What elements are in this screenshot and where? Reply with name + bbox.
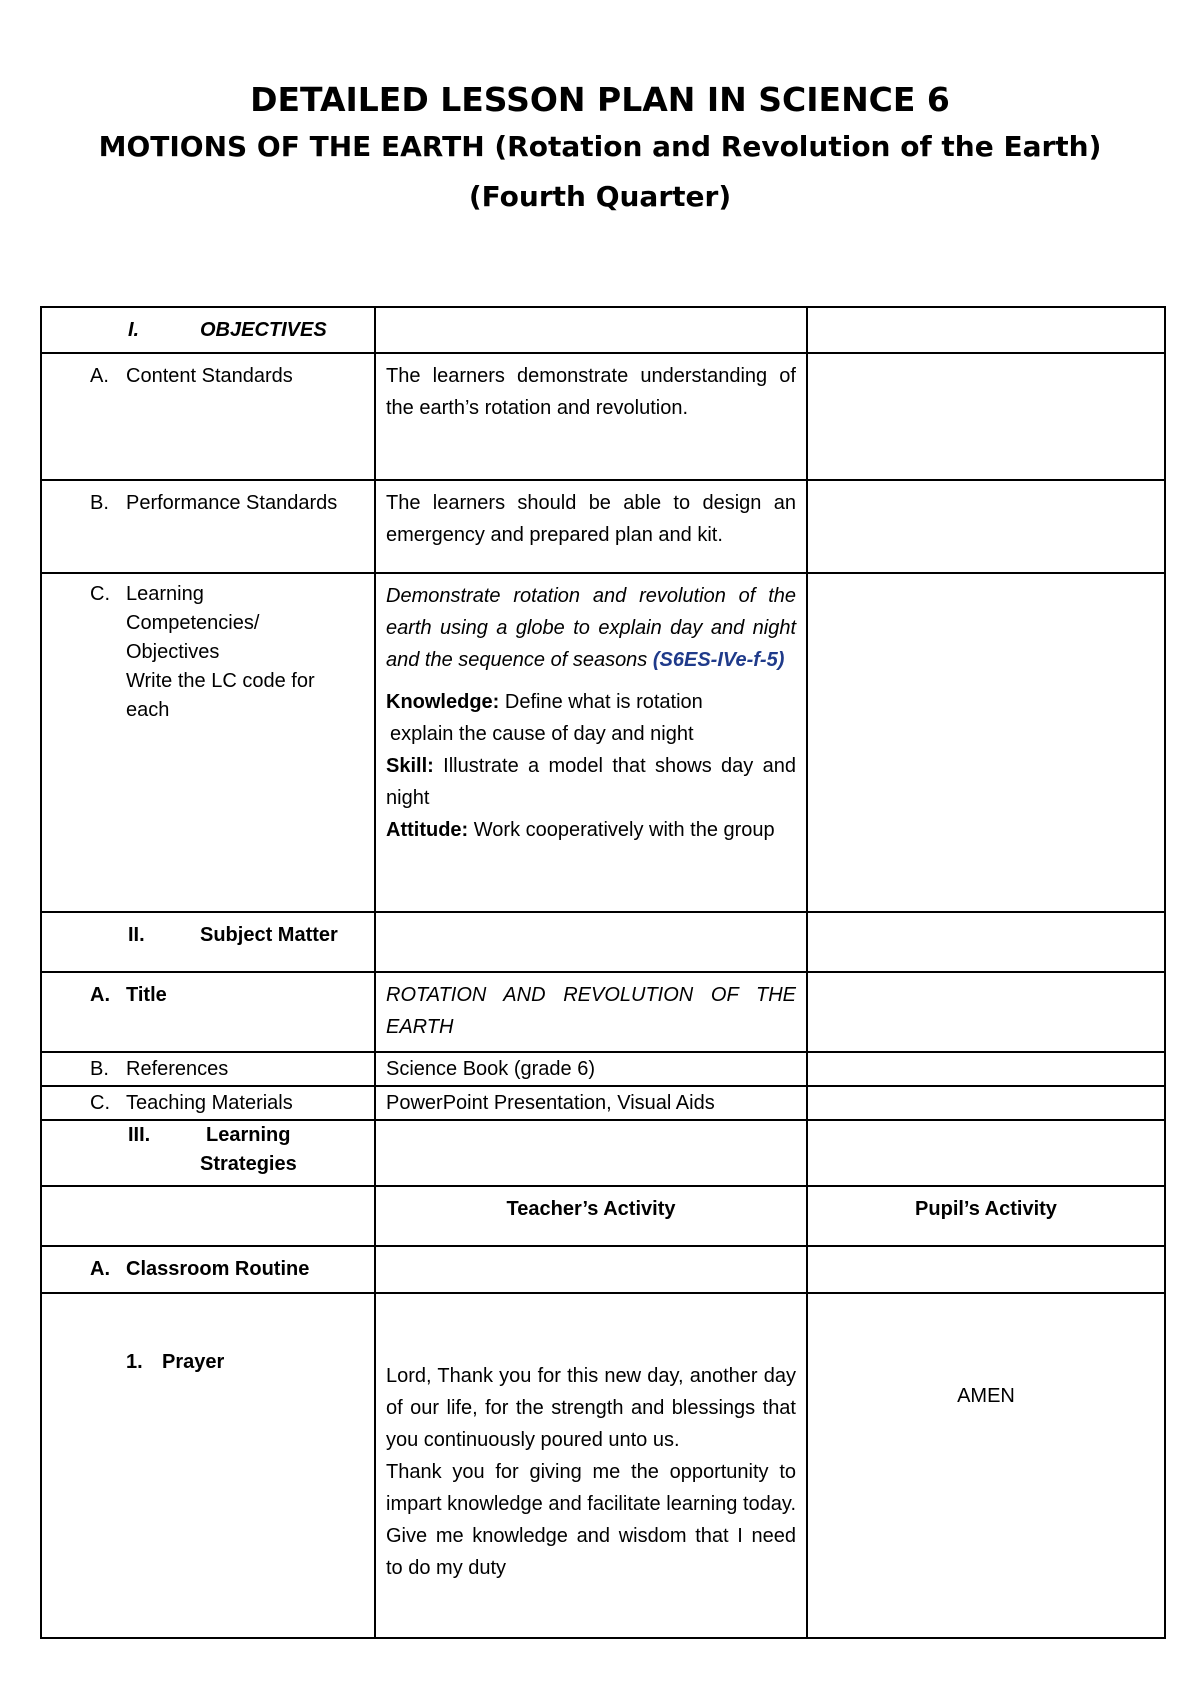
empty-cell: [807, 353, 1165, 480]
lc-code: (S6ES-IVe-f-5): [652, 649, 785, 671]
empty-cell: [807, 972, 1165, 1052]
skill-label: Skill:: [386, 755, 434, 777]
prayer-label-cell: [41, 1293, 375, 1638]
table-row: [41, 1120, 1165, 1186]
materials-text: PowerPoint Presentation, Visual Aids: [375, 1086, 807, 1120]
competency-text: Demonstrate rotation and revolution of the earth using a globe to explain day and night and the sequence of seasons: [386, 585, 796, 671]
empty-cell: [807, 480, 1165, 573]
item-label: Teaching Materials: [126, 1092, 293, 1114]
empty-cell: [375, 1246, 807, 1293]
knowledge-text: Define what is rotation: [504, 691, 703, 713]
lesson-plan-table: [40, 306, 1166, 1639]
empty-cell: [375, 1120, 807, 1186]
item-marker: A.: [90, 1258, 110, 1280]
item-marker: B.: [90, 1058, 109, 1080]
section-label: Subject Matter: [200, 924, 338, 946]
competencies-content-cell: [375, 573, 807, 912]
prayer-content-cell: [375, 1293, 807, 1638]
classroom-routine-label-cell: [41, 1246, 375, 1293]
competencies-label-line: Competencies/: [126, 612, 260, 634]
item-marker: 1.: [126, 1351, 143, 1373]
competencies-label-line: Learning: [126, 583, 204, 605]
attitude-text: Work cooperatively with the group: [473, 819, 775, 841]
item-marker: C.: [90, 1092, 110, 1114]
document-subtitle: MOTIONS OF THE EARTH (Rotation and Revolution of the Earth): [98, 130, 1102, 163]
item-marker: B.: [90, 492, 109, 514]
teacher-activity-header: Teacher’s Activity: [375, 1186, 807, 1246]
table-row: [41, 573, 1165, 912]
table-row: [41, 480, 1165, 573]
competencies-label-line: Write the LC code for: [126, 670, 315, 692]
item-label: References: [126, 1058, 229, 1080]
attitude-label: Attitude:: [386, 819, 469, 841]
lesson-title-text: ROTATION AND REVOLUTION OF THE EARTH: [375, 972, 807, 1052]
empty-cell: [807, 1052, 1165, 1086]
document-title-block: [0, 78, 1200, 222]
item-label: Title: [126, 984, 167, 1006]
empty-cell: [807, 307, 1165, 353]
strategies-label-cell: [41, 1120, 375, 1186]
empty-cell: [375, 912, 807, 972]
table-row: [41, 307, 1165, 353]
pupil-activity-header: Pupil’s Activity: [807, 1186, 1165, 1246]
empty-cell: [807, 1246, 1165, 1293]
skill-text: Illustrate a model that shows day and night: [386, 755, 797, 809]
prayer-text: Lord, Thank you for this new day, another day of our life, for the strength and blessings that you continuously poured unto us.: [386, 1365, 796, 1451]
section-marker: III.: [128, 1124, 151, 1146]
empty-cell: [807, 1120, 1165, 1186]
knowledge-label: Knowledge:: [386, 691, 500, 713]
section-label: Learning: [206, 1124, 291, 1146]
item-marker: C.: [90, 583, 110, 605]
empty-cell: [41, 1186, 375, 1246]
table-row: [41, 1246, 1165, 1293]
performance-standards-text: The learners should be able to design an emergency and prepared plan and kit.: [375, 480, 807, 573]
table-row: [41, 912, 1165, 972]
references-label-cell: [41, 1052, 375, 1086]
empty-cell: [807, 1086, 1165, 1120]
table-row: [41, 1186, 1165, 1246]
item-label: Performance Standards: [126, 492, 338, 514]
table-row: [41, 1052, 1165, 1086]
empty-cell: [807, 912, 1165, 972]
empty-cell: [375, 307, 807, 353]
section-marker: II.: [128, 924, 145, 946]
section-label: Strategies: [200, 1153, 297, 1175]
references-text: Science Book (grade 6): [375, 1052, 807, 1086]
table-row: [41, 1086, 1165, 1120]
competencies-label-line: each: [126, 699, 170, 721]
item-label: Classroom Routine: [126, 1258, 310, 1280]
table-row: [41, 1293, 1165, 1638]
subject-matter-label-cell: [41, 912, 375, 972]
prayer-response: AMEN: [807, 1293, 1165, 1638]
section-marker: I.: [128, 319, 140, 341]
prayer-text: Thank you for giving me the opportunity to impart knowledge and facilitate learning today. Give me knowledge and wisdom that I need to do my duty: [386, 1461, 796, 1579]
table-row: [41, 972, 1165, 1052]
objectives-label-cell: [41, 307, 375, 353]
item-marker: A.: [90, 984, 110, 1006]
item-marker: A.: [90, 365, 109, 387]
performance-standards-label-cell: [41, 480, 375, 573]
section-label: OBJECTIVES: [200, 319, 327, 341]
knowledge-text-2: explain the cause of day and night: [390, 723, 694, 745]
item-label: Content Standards: [126, 365, 293, 387]
competencies-label-cell: [41, 573, 375, 912]
empty-cell: [807, 573, 1165, 912]
competencies-label-line: Objectives: [126, 641, 220, 663]
materials-label-cell: [41, 1086, 375, 1120]
table-row: [41, 353, 1165, 480]
title-label-cell: [41, 972, 375, 1052]
item-label: Prayer: [162, 1351, 225, 1373]
content-standards-label-cell: [41, 353, 375, 480]
document-quarter: (Fourth Quarter): [468, 180, 732, 213]
document-title: DETAILED LESSON PLAN IN SCIENCE 6: [250, 80, 950, 119]
content-standards-text: The learners demonstrate understanding of the earth’s rotation and revolution.: [375, 353, 807, 480]
